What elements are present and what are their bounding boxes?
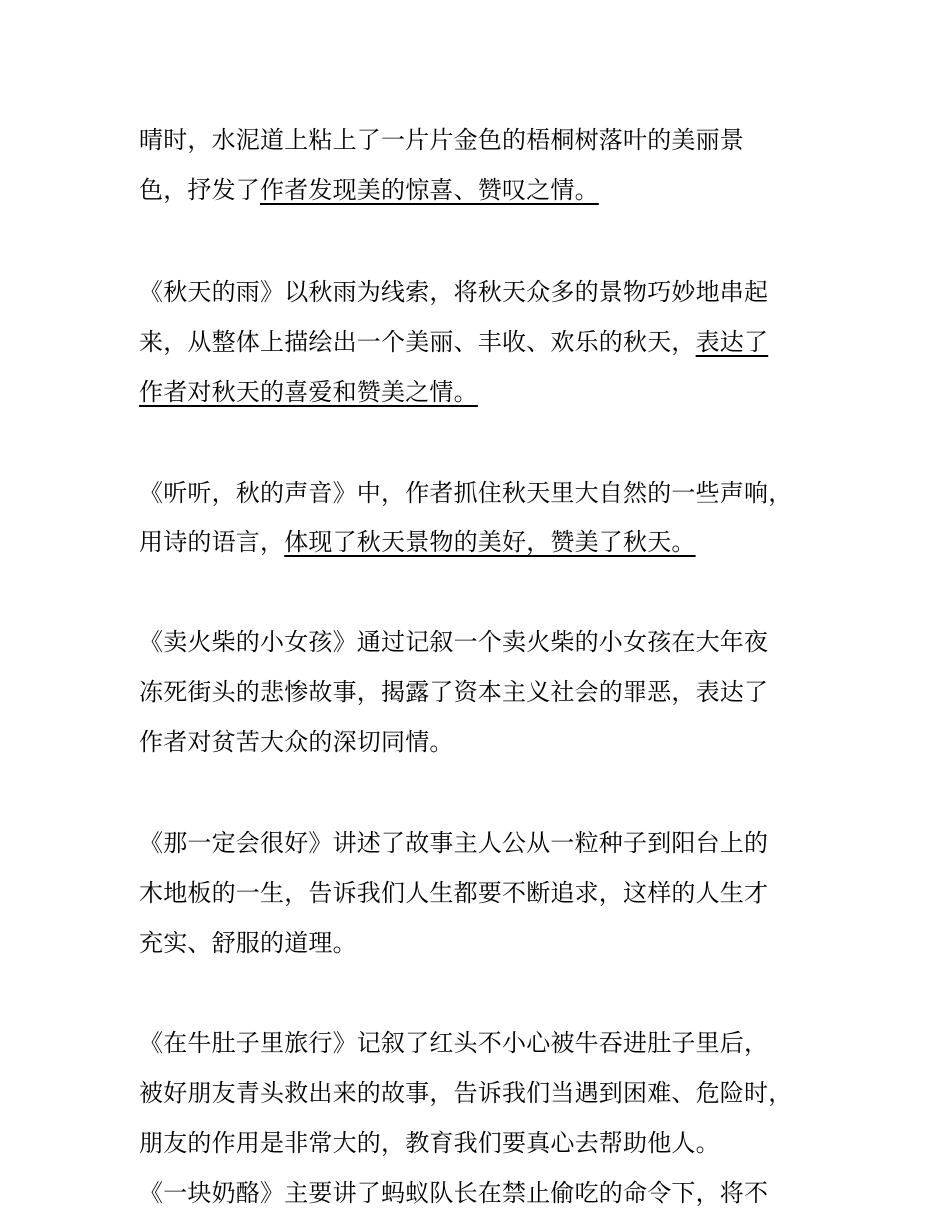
paragraph-1-line-2-text: 色，抒发了 [139, 176, 260, 204]
paragraph-5-line-3: 充实、舒服的道理。 [139, 929, 357, 957]
paragraph-4-line-2: 冻死街头的悲惨故事，揭露了资本主义社会的罪恶，表达了 [139, 678, 769, 706]
paragraph-2-underlined-text-cont: 作者对秋天的喜爱和赞美之情。 [139, 378, 478, 406]
paragraph-1-line-2 [139, 174, 819, 206]
paragraph-5-line-2: 木地板的一生，告诉我们人生都要不断追求，这样的人生才 [139, 879, 769, 907]
paragraph-2-line-1: 《秋天的雨》以秋雨为线索，将秋天众多的景物巧妙地串起 [139, 278, 769, 306]
paragraph-2-underlined-text: 表达了 [695, 328, 769, 356]
paragraph-1-line-1: 晴时，水泥道上粘上了一片片金色的梧桐树落叶的美丽景 [139, 126, 744, 154]
paragraph-3-line-2 [139, 526, 819, 558]
paragraph-7-line-1: 《一块奶酪》主要讲了蚂蚁队长在禁止偷吃的命令下，将不 [139, 1179, 769, 1207]
paragraph-3-line-1: 《听听，秋的声音》中，作者抓住秋天里大自然的一些声响， [139, 479, 793, 507]
paragraph-6-line-3: 朋友的作用是非常大的，教育我们要真心去帮助他人。 [139, 1129, 720, 1157]
paragraph-4-line-1: 《卖火柴的小女孩》通过记叙一个卖火柴的小女孩在大年夜 [139, 628, 769, 656]
paragraph-6-line-2: 被好朋友青头救出来的故事，告诉我们当遇到困难、危险时， [139, 1079, 793, 1107]
paragraph-1-underlined-text: 作者发现美的惊喜、赞叹之情。 [260, 176, 599, 204]
paragraph-2-line-2 [139, 326, 819, 358]
paragraph-4-line-3: 作者对贫苦大众的深切同情。 [139, 728, 454, 756]
paragraph-6-line-1: 《在牛肚子里旅行》记叙了红头不小心被牛吞进肚子里后， [139, 1029, 769, 1057]
paragraph-3-line-2-text: 用诗的语言， [139, 528, 285, 556]
paragraph-2-line-2-text: 来，从整体上描绘出一个美丽、丰收、欢乐的秋天， [139, 328, 696, 356]
paragraph-3-underlined-text: 体现了秋天景物的美好，赞美了秋天。 [284, 528, 696, 556]
paragraph-2-line-3 [139, 376, 819, 408]
paragraph-5-line-1: 《那一定会很好》讲述了故事主人公从一粒种子到阳台上的 [139, 829, 769, 857]
